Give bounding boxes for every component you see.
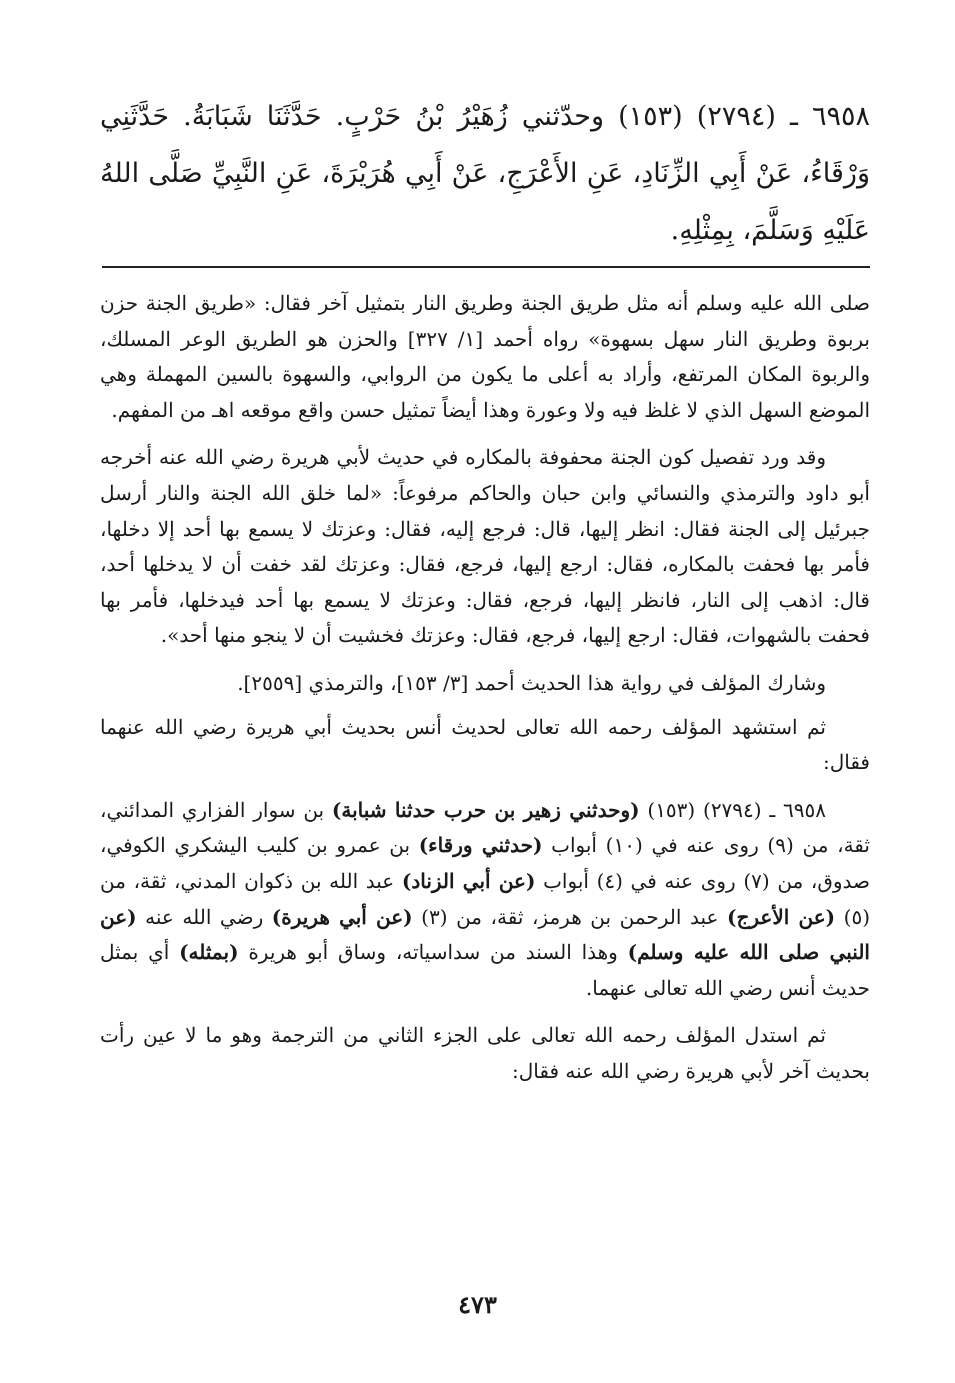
chain-highlight: (عن أبي هريرة) bbox=[271, 904, 413, 929]
chain-text: ٦٩٥٨ ـ (٢٧٩٤) (١٥٣) bbox=[639, 797, 826, 822]
chain-highlight: (عن أبي الزناد) bbox=[401, 868, 536, 893]
chain-text: رضي الله عنه bbox=[136, 904, 272, 929]
commentary-paragraph-6: ثم استدل المؤلف رحمه الله تعالى على الجزء الثاني من الترجمة وهو ما لا عين رأت بحديث آخر لأبي هريرة رضي الله عنه فقال: bbox=[100, 1023, 870, 1083]
page-number: ٤٧٣ bbox=[458, 1290, 497, 1319]
commentary-paragraph-1: صلى الله عليه وسلم أنه مثل طريق الجنة وطريق النار بتمثيل آخر فقال: «طريق الجنة حزن بربوة وطريق النار سهل بسهوة» رواه أحمد [١/ ٣٢٧] والحزن هو الطريق الوعر المسلك، والربوة المكان المرتفع، وأراد به أعلى ما يكون من الروابي، والسهوة بالسين المهملة وهي الموضع السهل الذي لا غلظ فيه ولا وعورة وهذا أيضاً تمثيل حسن واقع موقعه اهـ من المفهم. bbox=[100, 291, 870, 422]
commentary-paragraph-4: ثم استشهد المؤلف رحمه الله تعالى لحديث أنس بحديث أبي هريرة رضي الله عنهما فقال: bbox=[100, 714, 870, 775]
chain-text: عبد الله بن ذكوان المدني، ثقة، من (٥) bbox=[100, 868, 870, 929]
chain-text: أي بمثل حديث أنس رضي الله تعالى عنهما. bbox=[100, 940, 870, 1000]
commentary-paragraph-2: وقد ورد تفصيل كون الجنة محفوفة بالمكاره في حديث لأبي هريرة رضي الله عنه أخرجه أبو داود والترمذي والنسائي وابن حبان والحاكم مرفوعاً: «لما خلق الله الجنة والنار أرسل جبرئيل إلى الجنة فقال: انظر إليها، قال: فرجع إليه، فقال: وعزتك لا يسمع بها أحد إلا دخلها، فأمر بها فحفت بالمكاره، فقال: ارجع إليها، فرجع، فقال: وعزتك لقد خفت أن لا يدخلها أحد، قال: اذهب إلى النار، فانظر إليها، فرجع، فقال: وعزتك لا يسمع بها أحد فيدخلها، فأمر بها فحفت بالشهوات، فقال: ارجع إليها، فرجع، فقال: وعزتك فخشيت أن لا ينجو منها أحد». bbox=[100, 445, 870, 648]
chain-text: وهذا السند من سداسياته، وساق أبو هريرة bbox=[238, 940, 628, 965]
commentary-section bbox=[100, 286, 870, 1101]
chain-text: عبد الرحمن بن هرمز، ثقة، من (٣) bbox=[412, 904, 728, 929]
chain-text: بن سوار الفزاري المدائني، ثقة، من (٩) روى عنه في (١٠) أبواب bbox=[100, 797, 870, 858]
chain-highlight: (حدثني ورقاء) bbox=[418, 833, 543, 858]
footnote-separator-line bbox=[102, 266, 870, 268]
chain-highlight: (عن الأعرج) bbox=[727, 904, 836, 929]
commentary-paragraph-5-chain bbox=[100, 793, 870, 1007]
chain-highlight: (وحدثني زهير بن حرب حدثنا شبابة) bbox=[331, 797, 640, 822]
commentary-paragraph-3: وشارك المؤلف في رواية هذا الحديث أحمد [٣/ ١٥٣]، والترمذي [٢٥٥٩]. bbox=[237, 670, 826, 695]
hadith-text-block bbox=[100, 88, 870, 259]
chain-highlight: (بمثله) bbox=[179, 940, 239, 965]
chain-highlight: (عن النبي صلى الله عليه وسلم) bbox=[100, 904, 870, 965]
chain-text: بن عمرو بن كليب اليشكري الكوفي، صدوق، من (٧) روى عنه في (٤) أبواب bbox=[100, 833, 870, 893]
hadith-text: ٦٩٥٨ ـ (٢٧٩٤) (١٥٣) وحدّثني زُهَيْرُ بْنُ حَرْبٍ. حَدَّثَنَا شَبَابَةُ. حَدَّثَنِي وَرْقَاءُ، عَنْ أَبِي الزِّنَادِ، عَنِ الأَعْرَجِ، عَنْ أَبِي هُرَيْرَةَ، عَنِ النَّبِيِّ صَلَّى اللهُ عَلَيْهِ وَسَلَّمَ، بِمِثْلِهِ. bbox=[100, 101, 871, 246]
